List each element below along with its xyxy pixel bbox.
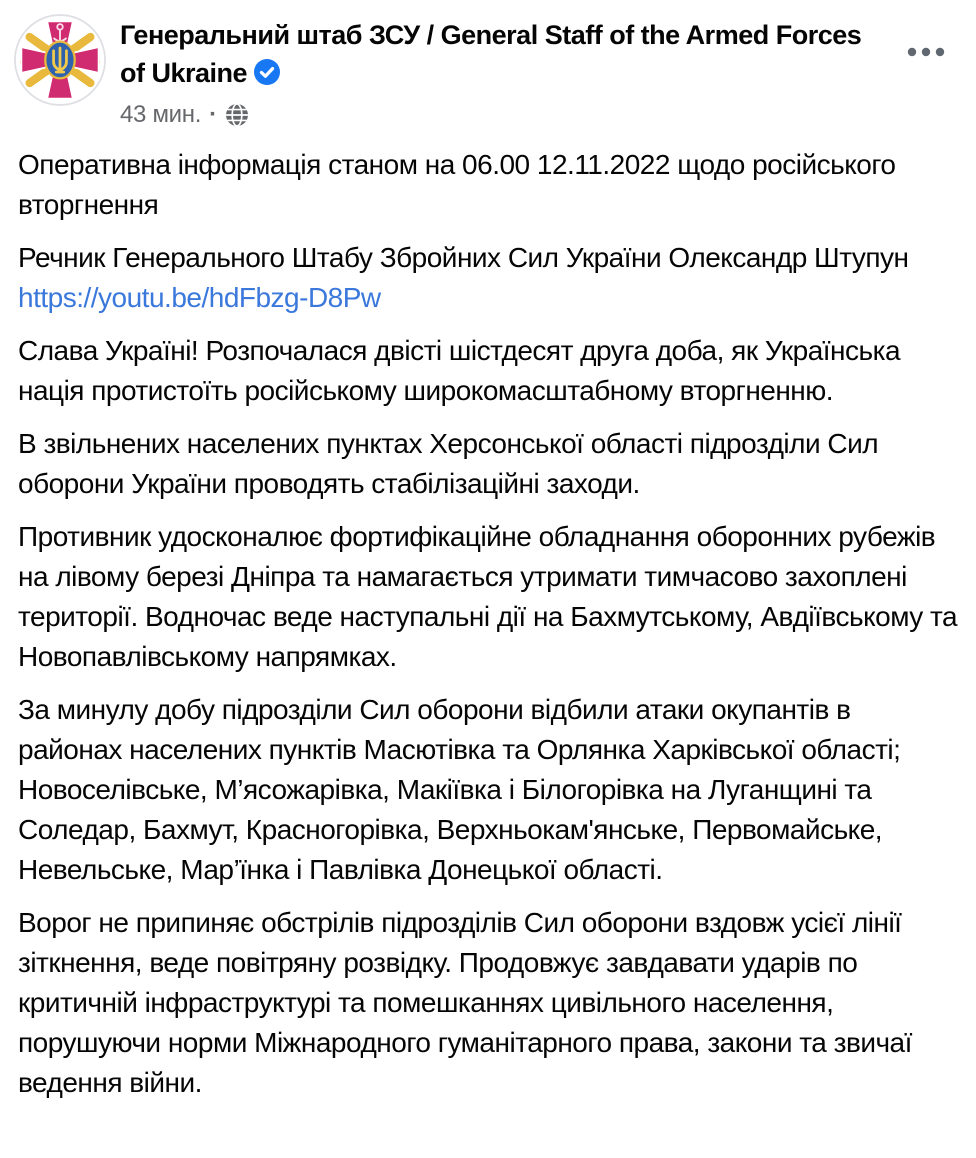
post-paragraph-speaker: [18, 238, 958, 318]
post-paragraph-intro: Оперативна інформація станом на 06.00 12.11.2022 щодо російського вторгнення: [18, 149, 896, 220]
post-paragraph: За минулу добу підрозділи Сил оборони відбили атаки окупантів в районах населених пунктів Масютівка та Орлянка Харківської області; Новоселівське, М’ясожарівка, Макіївка і Білогорівка на Луганщині та Соледар, Бахмут, Красногорівка, Верхньокам'янське, Первомайське, Невельське, Мар’їнка і Павлівка Донецької області.: [18, 694, 901, 885]
post-body: [0, 145, 976, 1103]
page-name[interactable]: [120, 16, 880, 92]
meta-separator: ·: [209, 101, 217, 128]
general-staff-emblem-icon: [14, 14, 106, 106]
header-text: [120, 14, 880, 129]
post-meta: [120, 101, 880, 129]
globe-privacy-icon: [225, 103, 249, 127]
post-paragraph: Ворог не припиняє обстрілів підрозділів Сил оборони вздовж усієї лінії зіткнення, веде повітряну розвідку. Продовжує завдавати ударів по критичній інфраструктурі та помешканнях цивільного населення, порушуючи норми Міжнародного гуманітарного права, закони та звичаї ведення війни.: [18, 907, 912, 1098]
three-dots-icon: [907, 47, 945, 57]
avatar[interactable]: [14, 14, 106, 106]
post-header: [0, 0, 976, 129]
post-paragraph: Слава Україні! Розпочалася двісті шістдесят друга доба, як Українська нація протистоїть російському широкомасштабному вторгненню.: [18, 335, 901, 406]
page-name-label[interactable]: Генеральний штаб ЗСУ / General Staff of the Armed Forces of Ukraine: [120, 20, 862, 88]
post-paragraph: Противник удосконалює фортифікаційне обладнання оборонних рубежів на лівому березі Дніпра та намагається утримати тимчасово захоплені території. Водночас веде наступальні дії на Бахмутському, Авдіївському та Новопавлівському напрямках.: [18, 521, 958, 672]
verified-badge-icon: [254, 59, 280, 85]
more-options-button[interactable]: [898, 30, 954, 74]
post-timestamp[interactable]: 43 мин.: [120, 101, 202, 128]
youtube-link[interactable]: https://youtu.be/hdFbzg-D8Pw: [18, 282, 381, 313]
speaker-text: Речник Генерального Штабу Збройних Сил України Олександр Штупун: [18, 242, 909, 273]
post-paragraph: В звільнених населених пунктах Херсонської області підрозділи Сил оборони України проводять стабілізаційні заходи.: [18, 428, 879, 499]
